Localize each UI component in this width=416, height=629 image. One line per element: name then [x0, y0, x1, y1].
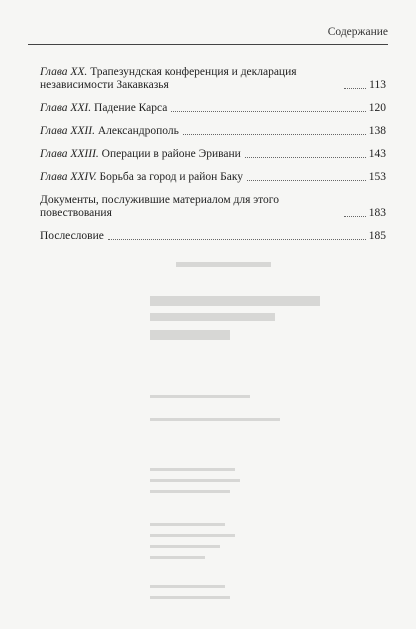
header-rule [28, 44, 388, 45]
toc-entry-20 [40, 66, 386, 92]
leader-dots [344, 88, 366, 89]
chapter-number: Глава XXIII. [40, 148, 99, 160]
page-number: 143 [368, 148, 386, 160]
toc-entry-21 [40, 102, 386, 115]
toc-entry-24 [40, 171, 386, 184]
chapter-title: Операции в районе Эривани [101, 148, 241, 160]
page-number: 183 [368, 207, 386, 219]
page-number: 185 [368, 230, 386, 242]
chapter-number: Глава XXIV. [40, 171, 97, 183]
chapter-number: Глава XXII. [40, 125, 95, 137]
toc-entry-23 [40, 148, 386, 161]
chapter-title: Борьба за город и район Баку [99, 171, 244, 183]
chapter-title: Трапезундская конференция и декларация независимости Закавказья [40, 66, 297, 91]
page-number: 113 [369, 79, 386, 91]
chapter-number: Глава XXI. [40, 102, 92, 114]
page-number: 120 [368, 102, 386, 114]
page-number: 138 [368, 125, 386, 137]
toc-entry-22 [40, 125, 386, 138]
leader-dots [344, 216, 366, 217]
leader-dots [108, 239, 366, 240]
toc-entry-afterword [40, 230, 386, 243]
leader-dots [183, 134, 366, 135]
leader-dots [247, 180, 366, 181]
toc-entry-documents [40, 194, 386, 220]
leader-dots [171, 111, 366, 112]
chapter-number: Глава XX. [40, 66, 88, 78]
page-number: 153 [368, 171, 386, 183]
chapter-title: Александрополь [97, 125, 179, 137]
leader-dots [245, 157, 366, 158]
section-title: Послесловие [40, 230, 104, 242]
chapter-title: Падение Карса [94, 102, 168, 114]
section-title: Документы, послужившие материалом для этого повествования [40, 194, 342, 220]
running-header: Содержание [327, 26, 388, 38]
table-of-contents [40, 66, 386, 253]
